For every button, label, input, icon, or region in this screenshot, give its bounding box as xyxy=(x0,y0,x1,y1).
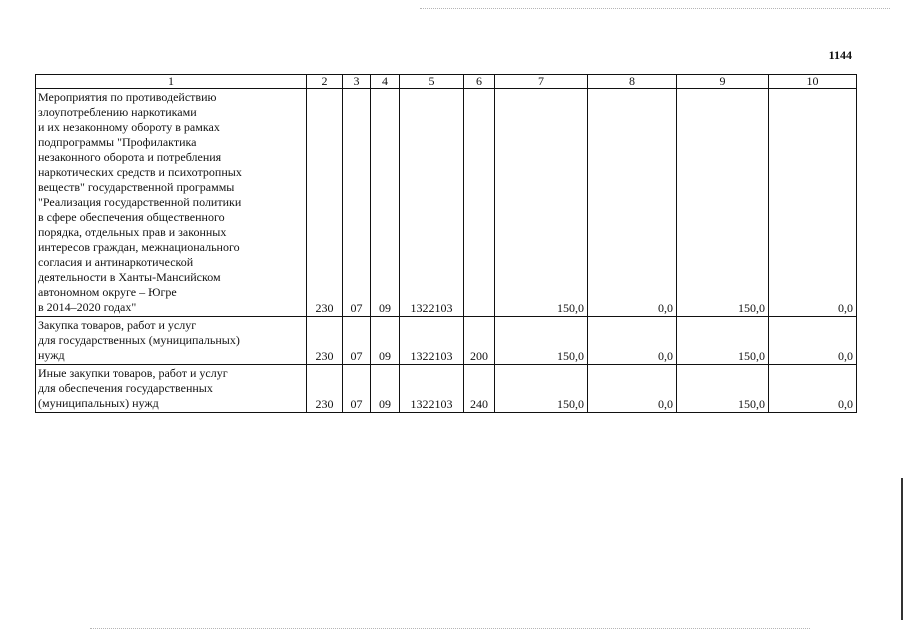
cell-ministry-code: 230 xyxy=(307,89,343,317)
cell-amount-col9: 150,0 xyxy=(677,89,769,317)
cell-expense-type: 200 xyxy=(464,317,495,365)
table-row xyxy=(36,365,857,413)
cell-amount-total: 150,0 xyxy=(495,89,588,317)
cell-amount-col10: 0,0 xyxy=(769,317,857,365)
cell-section-code: 07 xyxy=(343,89,371,317)
cell-amount-col8: 0,0 xyxy=(588,317,677,365)
cell-expense-type: 240 xyxy=(464,365,495,413)
budget-table xyxy=(35,74,857,413)
cell-ministry-code: 230 xyxy=(307,365,343,413)
cell-target-code: 1322103 xyxy=(400,317,464,365)
scan-margin-line xyxy=(901,478,903,620)
page-number: 1144 xyxy=(828,48,852,62)
cell-amount-col9: 150,0 xyxy=(677,317,769,365)
column-header: 9 xyxy=(677,75,769,89)
row-name: Иные закупки товаров, работ и услуг для обеспечения государственных (муниципальных) нужд xyxy=(36,365,307,413)
cell-subsection-code: 09 xyxy=(371,365,400,413)
column-header: 7 xyxy=(495,75,588,89)
cell-subsection-code: 09 xyxy=(371,317,400,365)
row-name: Мероприятия по противодействию злоупотреблению наркотиками и их незаконному обороту в рамках подпрограммы "Профилактика незаконного оборота и потребления наркотических средств и психотропных веществ" государственной программы "Реализация государственной политики в сфере обеспечения общественного порядка, отдельных прав и законных интересов граждан, межнационального согласия и антинаркотической деятельности в Ханты-Мансийском автономном округе – Югре в 2014–2020 годах" xyxy=(36,89,307,317)
cell-amount-total: 150,0 xyxy=(495,317,588,365)
column-header: 2 xyxy=(307,75,343,89)
cell-target-code: 1322103 xyxy=(400,89,464,317)
table-row xyxy=(36,89,857,317)
table-row xyxy=(36,317,857,365)
cell-section-code: 07 xyxy=(343,365,371,413)
column-header: 8 xyxy=(588,75,677,89)
column-header: 10 xyxy=(769,75,857,89)
cell-ministry-code: 230 xyxy=(307,317,343,365)
scan-noise-bottom xyxy=(90,628,810,629)
column-header: 6 xyxy=(464,75,495,89)
cell-amount-col10: 0,0 xyxy=(769,89,857,317)
header-row xyxy=(36,75,857,89)
cell-amount-col8: 0,0 xyxy=(588,365,677,413)
cell-amount-total: 150,0 xyxy=(495,365,588,413)
column-header: 1 xyxy=(36,75,307,89)
column-header: 4 xyxy=(371,75,400,89)
cell-subsection-code: 09 xyxy=(371,89,400,317)
cell-amount-col10: 0,0 xyxy=(769,365,857,413)
scan-noise-top xyxy=(420,8,890,9)
column-header: 3 xyxy=(343,75,371,89)
cell-target-code: 1322103 xyxy=(400,365,464,413)
cell-amount-col8: 0,0 xyxy=(588,89,677,317)
cell-expense-type xyxy=(464,89,495,317)
column-header: 5 xyxy=(400,75,464,89)
row-name: Закупка товаров, работ и услуг для государственных (муниципальных) нужд xyxy=(36,317,307,365)
cell-section-code: 07 xyxy=(343,317,371,365)
cell-amount-col9: 150,0 xyxy=(677,365,769,413)
